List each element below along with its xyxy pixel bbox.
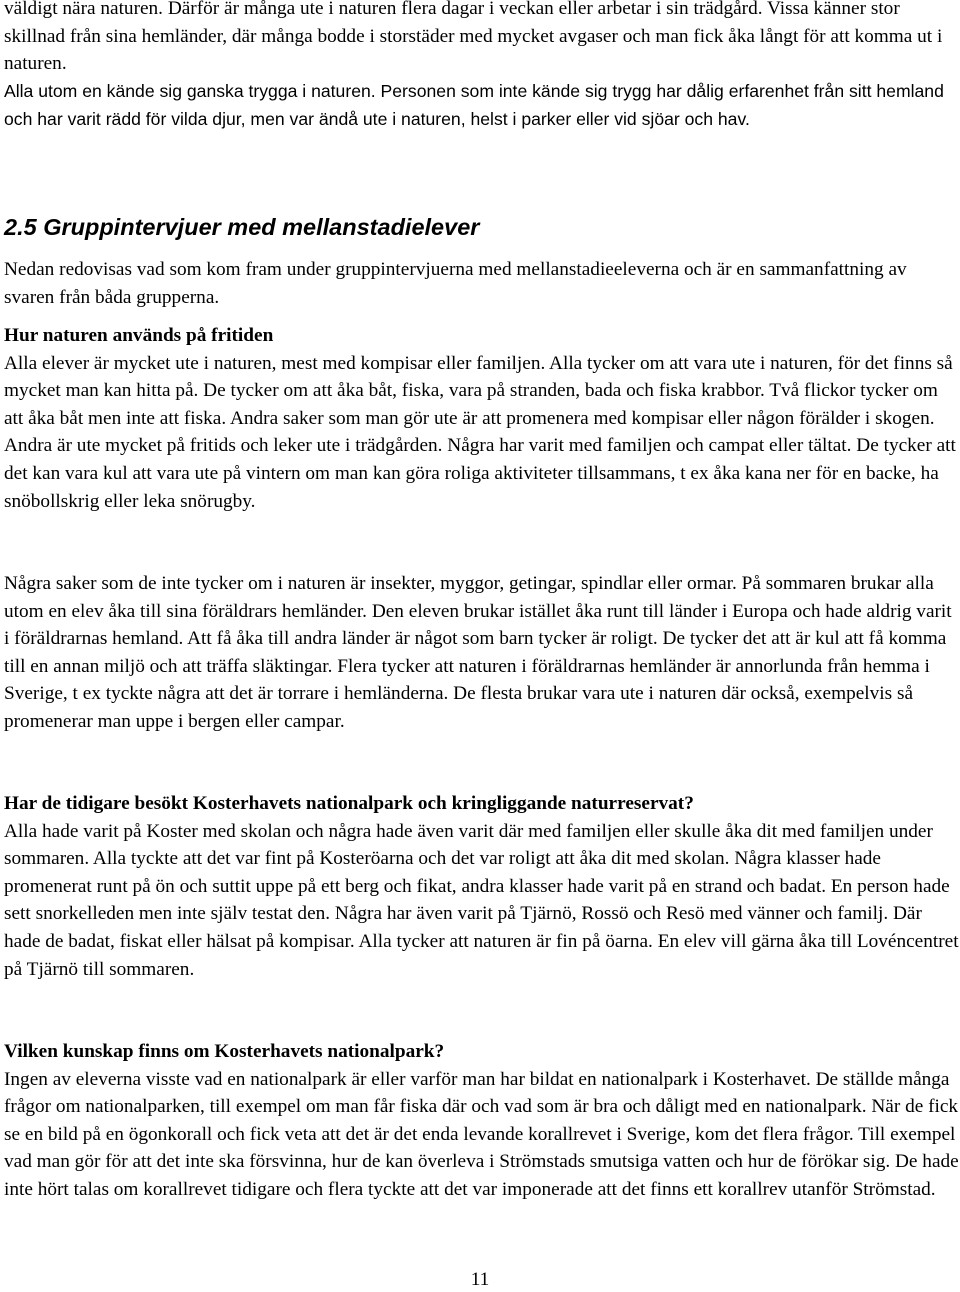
subsection-paragraph: Ingen av eleverna visste vad en nationalpark är eller varför man har bildat en nationalpark i Kosterhavet. De ställde många frågor om nationalparken, till exempel om man får fiska där och vad som är bra och dåligt med en nationalpark. När de fick se en bild på en ögonkorall och fick veta att det är det enda levande korallrevet i Sverige, kom det flera frågor. Till exempel vad man gör för att det inte ska försvinna, hur de kan överleva i Strömstads smutsiga vatten och hur de förökar sig. De hade inte hört talas om korallrevet tidigare och flera tyckte att det var imponerade att det finns ett korallrev utanför Strömstad. <box>4 1068 959 1200</box>
safety-paragraph: Alla utom en kände sig ganska trygga i naturen. Personen som inte kände sig trygg har dålig erfarenhet från sitt hemland och har varit rädd för vilda djur, men var ändå ute i naturen, helst i parker eller vid sjöar och hav. <box>4 81 944 129</box>
subsection-paragraph: Alla hade varit på Koster med skolan och några hade även varit där med familjen eller skulle åka dit med familjen under sommaren. Alla tyckte att det var fint på Kosteröarna och det var roligt att åka dit med skolan. Några klasser hade promenerat runt på ön och suttit uppe på ett berg och fikat, andra klasser hade varit på en strand och badat. En person hade sett snorkelleden men inte själv testat den. Några har även varit på Tjärnö, Rossö och Resö med vänner och familj. Där hade de badat, fiskat eller hälsat på kompisar. Alla tycker att naturen är fin på öarna. En elev vill gärna åka till Lovéncentret på Tjärnö till sommaren. <box>4 820 959 980</box>
subsection-heading: Har de tidigare besökt Kosterhavets nationalpark och kringliggande naturreservat? <box>4 793 694 814</box>
subsection-paragraph: Några saker som de inte tycker om i naturen är insekter, myggor, getingar, spindlar eller ormar. På sommaren brukar alla utom en elev åka till sina föräldrars hemländer. Den eleven brukar istället åka runt till länder i Europa och hade aldrig varit i föräldrarnas hemland. Att få åka till andra länder är något som barn tycker är roligt. De tycker det att är kul att få komma till en annan miljö och att träffa släktingar. Flera tycker att naturen i föräldrarnas hemländer är annorlunda från hemma i Sverige, t ex tyckte några att det är torrare i hemländerna. De flesta brukar vara ute i naturen där också, exempelvis så promenerar man uppe i bergen eller campar. <box>4 573 952 732</box>
section-intro: Nedan redovisas vad som kom fram under gruppintervjuerna med mellanstadieeleverna och är en sammanfattning av svaren från båda grupperna. <box>4 259 907 308</box>
subsection-heading: Hur naturen används på fritiden <box>4 325 274 346</box>
section-heading: 2.5 Gruppintervjuer med mellanstadielever <box>4 214 480 240</box>
subsection-paragraph: Alla elever är mycket ute i naturen, mest med kompisar eller familjen. Alla tycker om att vara ute i naturen, för det finns så mycket man kan hitta på. De tycker om att åka båt, fiska, vara på stranden, bada och fiska krabbor. Två flickor tycker om att åka båt men inte att fiska. Andra saker som man gör ute är att promenera med kompisar eller någon förälder i skogen. Andra är ute mycket på fritids och leker ute i trädgården. Några har varit med familjen och campat eller tältat. De tycker att det kan vara kul att vara ute på vintern om man kan göra roliga aktiviteter tillsammans, t ex åka kana ner för en backe, ha snöbollskrig eller leka snörugby. <box>4 352 956 512</box>
subsection-visits <box>4 790 960 983</box>
subsection-leisure <box>4 322 960 515</box>
subsection-knowledge <box>4 1038 960 1204</box>
intro-paragraph: väldigt nära naturen. Därför är många ute i naturen flera dagar i veckan eller arbetar i sin trädgård. Vissa känner stor skillnad från sina hemländer, där många bodde i storstäder med mycket avgaser och man fick åka långt för att komma ut i naturen. <box>4 0 943 75</box>
page-number: 11 <box>470 1269 490 1290</box>
subsection-heading: Vilken kunskap finns om Kosterhavets nationalpark? <box>4 1041 445 1062</box>
